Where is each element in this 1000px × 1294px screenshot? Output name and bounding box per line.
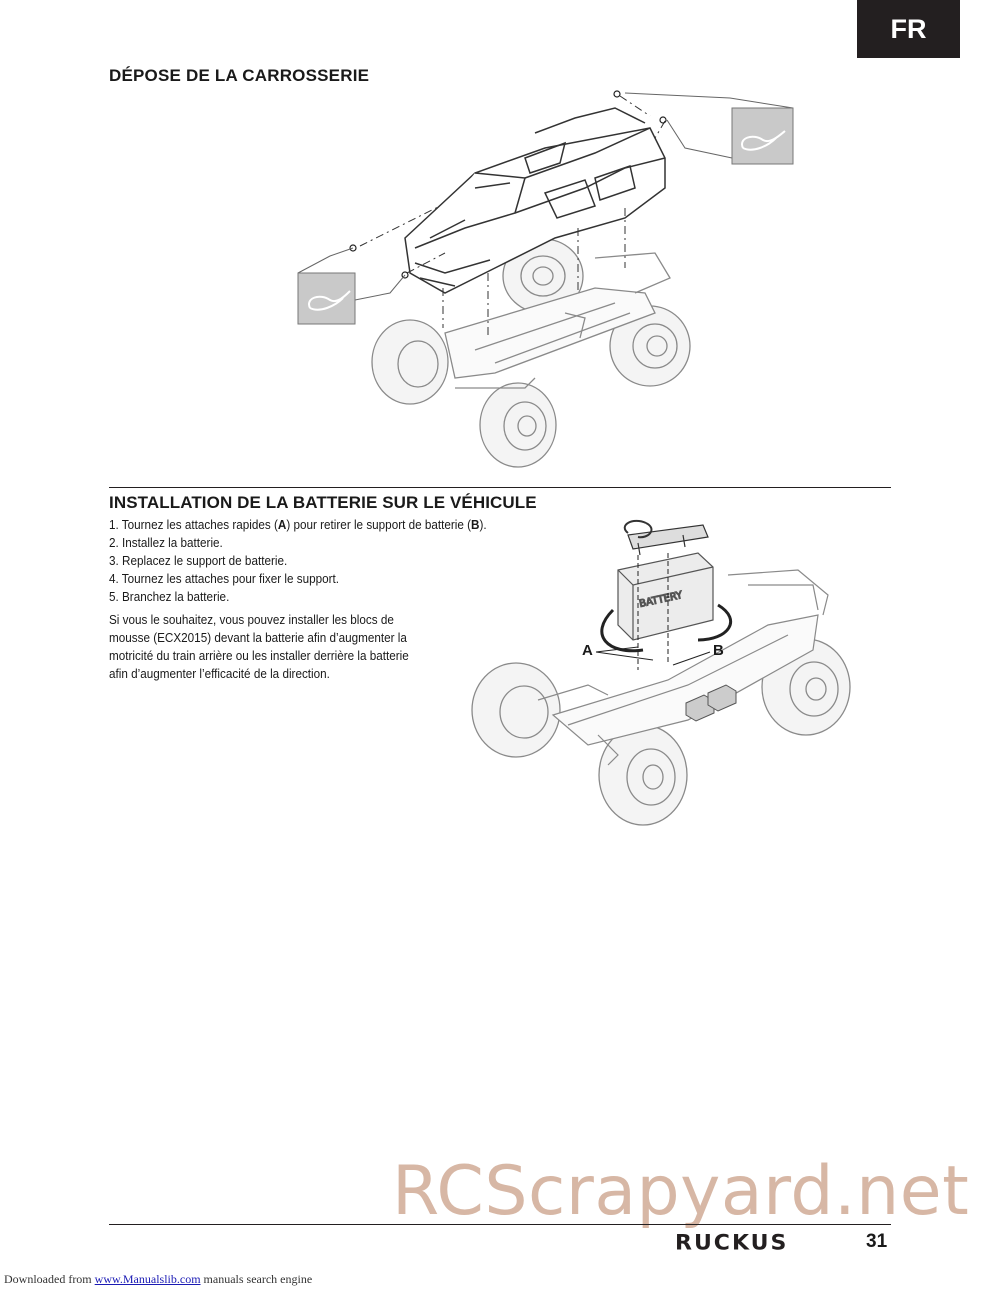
manualslib-link[interactable]: www.Manualslib.com	[94, 1272, 201, 1286]
section-title-body-removal: DÉPOSE DE LA CARROSSERIE	[109, 66, 370, 85]
svg-text:BATTERY: BATTERY	[638, 590, 684, 610]
page-number: 31	[866, 1231, 888, 1252]
clip-detail-right	[732, 108, 793, 164]
battery-steps-list	[109, 516, 487, 606]
wheel-front-right	[599, 725, 687, 825]
list-item: 4. Tournez les attaches pour fixer le support.	[109, 571, 340, 586]
watermark: RCScrapyard.net	[392, 1152, 970, 1231]
list-item: 2. Installez la batterie.	[109, 535, 223, 550]
section-divider	[109, 487, 891, 488]
footer-rule	[109, 1224, 891, 1225]
callout-b: B	[713, 642, 724, 659]
brand-logo: RUCKUS	[675, 1231, 789, 1256]
wheel-front-left	[372, 320, 448, 404]
list-item: 3. Replacez le support de batterie.	[109, 553, 288, 568]
body-removal-illustration	[295, 88, 800, 470]
section-title-battery-install: INSTALLATION DE LA BATTERIE SUR LE VÉHICULE	[109, 493, 537, 512]
wheel-front-right	[480, 383, 556, 467]
battery	[618, 553, 713, 640]
callout-a: A	[582, 642, 593, 659]
list-item: 5. Branchez la batterie.	[109, 589, 230, 604]
list-item: 1. Tournez les attaches rapides (A) pour retirer le support de batterie (B).	[109, 517, 487, 532]
battery-install-illustration	[468, 515, 863, 833]
wheel-front-left	[472, 663, 560, 757]
language-tab: FR	[857, 0, 960, 58]
download-credit: Downloaded from www.Manualslib.com manuals search engine	[4, 1272, 313, 1286]
foam-blocks-note: Si vous le souhaitez, vous pouvez installer les blocs de mousse (ECX2015) devant la batterie afin d’augmenter la motricité du train arrière ou les installer derrière la batterie afin d’augmenter l’efficacité de la direction.	[109, 612, 409, 681]
clip-detail-left	[298, 273, 355, 324]
